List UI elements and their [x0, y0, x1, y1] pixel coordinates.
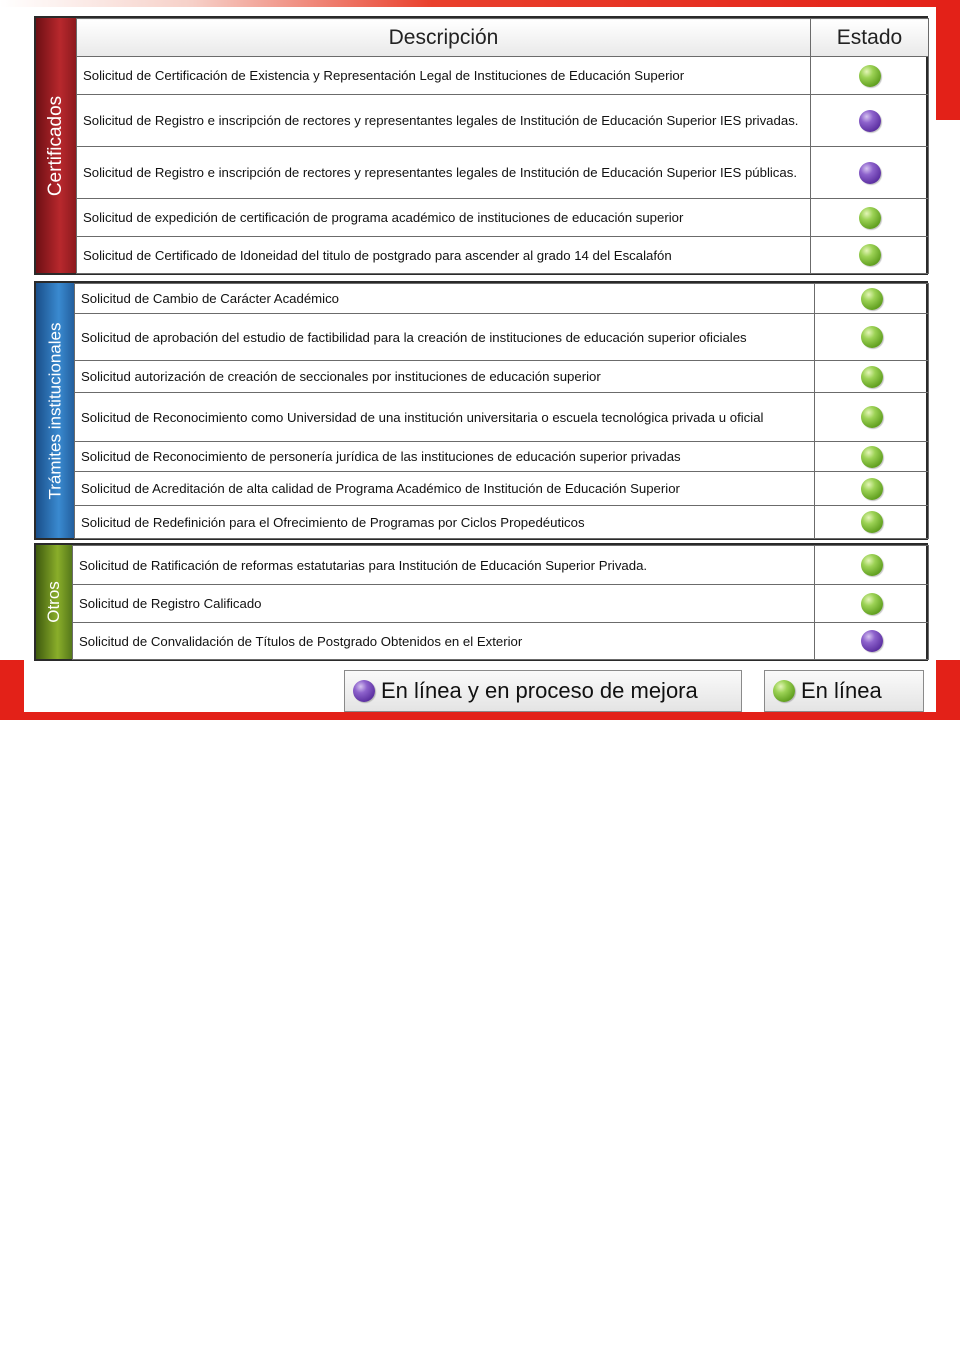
status-improving-icon	[859, 110, 881, 132]
status-online-icon	[861, 406, 883, 428]
table-header-row	[77, 19, 929, 57]
status-online-icon	[861, 288, 883, 310]
table-row	[77, 57, 929, 95]
section-certificados	[34, 16, 928, 275]
people-logo-icon: ☻︎	[3, 1329, 21, 1348]
table-row	[75, 284, 929, 314]
status-online-icon	[859, 65, 881, 87]
purple-dot-icon	[353, 680, 375, 702]
section-title: Certificados	[45, 95, 67, 196]
table-row	[77, 147, 929, 199]
table-row	[75, 393, 929, 442]
status-online-icon	[861, 366, 883, 388]
status-online-icon	[861, 446, 883, 468]
row-description: Solicitud de Registro e inscripción de rectores y representantes legales de Institución de Educación Superior IES privadas.	[77, 95, 811, 147]
right-decorative-bar	[936, 0, 960, 120]
tramites-table	[74, 283, 929, 539]
table-row	[73, 585, 929, 623]
row-description: Solicitud de Certificación de Existencia y Representación Legal de Instituciones de Educación Superior	[77, 57, 811, 95]
legend-improving-label: En línea y en proceso de mejora	[381, 678, 698, 703]
section-label-tramites	[36, 283, 74, 538]
green-dot-icon	[773, 680, 795, 702]
row-description: Solicitud de Registro e inscripción de rectores y representantes legales de Institución de Educación Superior IES públicas.	[77, 147, 811, 199]
left-lower-decorative-bar	[0, 660, 24, 1348]
section-label-certificados	[36, 18, 76, 273]
row-description: Solicitud de Acreditación de alta calidad de Programa Académico de Institución de Educación Superior	[75, 472, 815, 506]
status-online-icon	[859, 244, 881, 266]
row-description: Solicitud de Registro Calificado	[73, 585, 815, 623]
row-description: Solicitud de Redefinición para el Ofrecimiento de Programas por Ciclos Propedéuticos	[75, 506, 815, 539]
section-tramites	[34, 281, 928, 540]
row-description: Solicitud de Cambio de Carácter Académico	[75, 284, 815, 314]
certificados-table	[76, 18, 929, 274]
legend-online-label: En línea	[801, 678, 882, 703]
table-row	[75, 472, 929, 506]
table-row	[77, 199, 929, 237]
top-decorative-bar	[0, 0, 960, 7]
row-description: Solicitud de Ratificación de reformas estatutarias para Institución de Educación Superior Privada.	[73, 546, 815, 585]
otros-table	[72, 545, 929, 660]
right-lower-decorative-bar	[936, 660, 960, 1348]
table-row	[75, 442, 929, 472]
status-online-icon	[861, 511, 883, 533]
section-label-otros	[36, 545, 72, 659]
status-improving-icon	[861, 630, 883, 652]
status-improving-icon	[859, 162, 881, 184]
legend-online	[764, 670, 924, 712]
bottom-decorative-bar	[0, 712, 960, 720]
row-description: Solicitud de Certificado de Idoneidad del titulo de postgrado para ascender al grado 14 del Escalafón	[77, 237, 811, 274]
table-row	[75, 314, 929, 361]
table-row	[77, 237, 929, 274]
table-row	[75, 361, 929, 393]
section-title: Trámites institucionales	[45, 322, 64, 499]
status-online-icon	[861, 478, 883, 500]
row-description: Solicitud de Convalidación de Títulos de Postgrado Obtenidos en el Exterior	[73, 623, 815, 660]
table-row	[75, 506, 929, 539]
legend-improving	[344, 670, 742, 712]
table-row	[73, 623, 929, 660]
row-description: Solicitud autorización de creación de seccionales por instituciones de educación superior	[75, 361, 815, 393]
status-online-icon	[861, 554, 883, 576]
row-description: Solicitud de Reconocimiento como Universidad de una institución universitaria o escuela tecnológica privada u oficial	[75, 393, 815, 442]
status-online-icon	[861, 593, 883, 615]
row-description: Solicitud de aprobación del estudio de factibilidad para la creación de instituciones de educación superior oficiales	[75, 314, 815, 361]
row-description: Solicitud de expedición de certificación de programa académico de instituciones de educación superior	[77, 199, 811, 237]
section-otros	[34, 543, 928, 661]
section-title: Otros	[44, 581, 63, 623]
table-row	[77, 95, 929, 147]
people-logo-icon: ☻︎	[939, 1329, 957, 1348]
table-row	[73, 546, 929, 585]
status-online-icon	[861, 326, 883, 348]
row-description: Solicitud de Reconocimiento de personería jurídica de las instituciones de educación superior privadas	[75, 442, 815, 472]
state-header: Estado	[811, 19, 929, 57]
status-online-icon	[859, 207, 881, 229]
description-header: Descripción	[77, 19, 811, 57]
